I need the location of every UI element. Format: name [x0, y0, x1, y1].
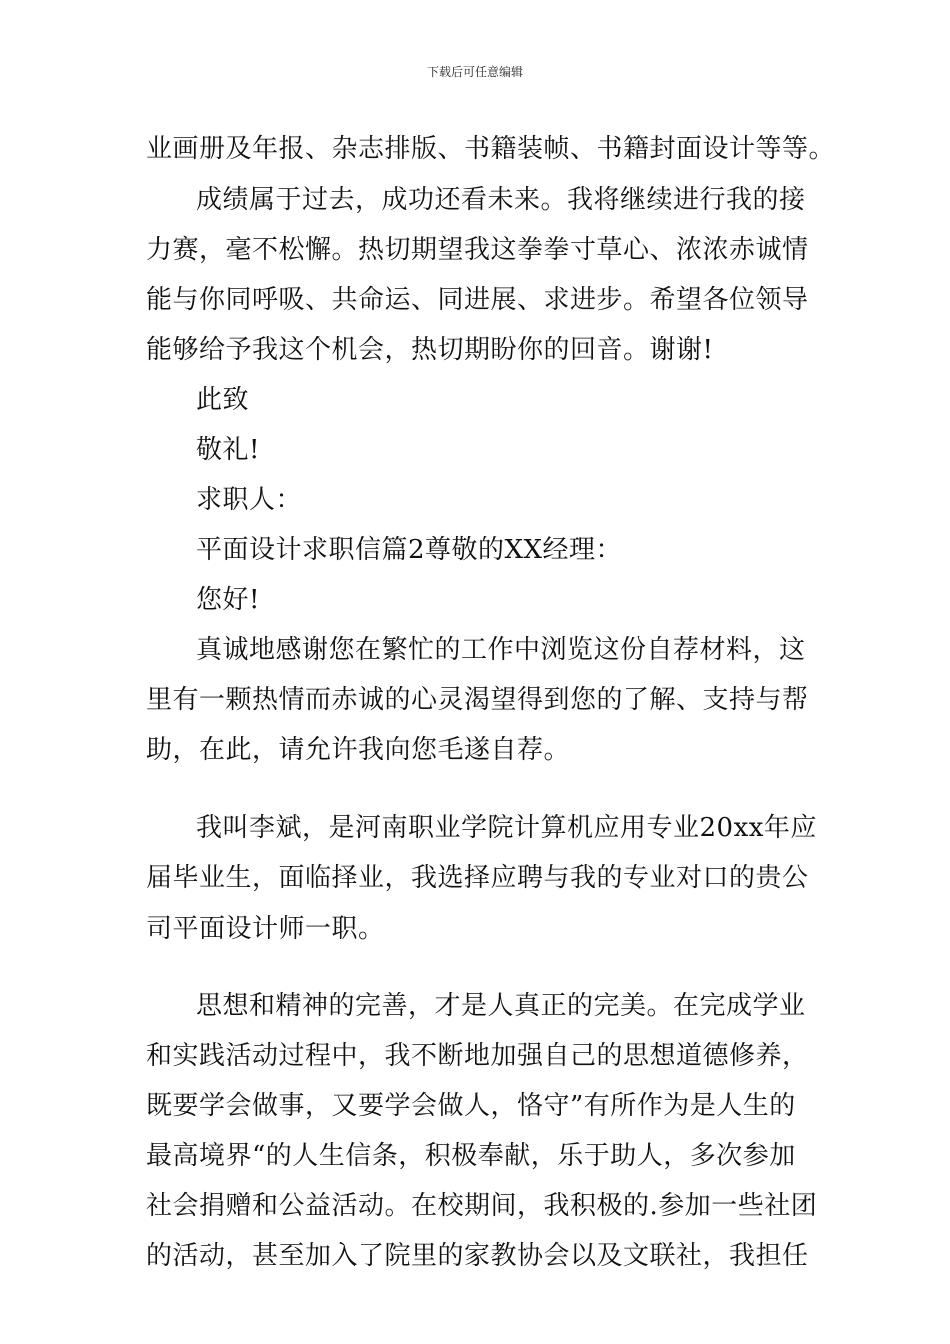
- text-line: 司平面设计师一职。: [146, 914, 385, 944]
- text-line: 里有一颗热情而赤诚的心灵渴望得到您的了解、支持与帮: [146, 685, 809, 715]
- text-line: 的活动，甚至加入了院里的家教协会以及文联社，我担任: [146, 1241, 809, 1271]
- text-line: 能与你同呼吸、共命运、同进展、求进步。希望各位领导: [146, 285, 809, 315]
- text-line: 您好!: [196, 585, 260, 615]
- text-line: 助，在此，请允许我向您毛遂自荐。: [146, 735, 571, 765]
- text-line: 成绩属于过去，成功还看未来。我将继续进行我的接: [196, 185, 806, 215]
- text-line: 既要学会做事，又要学会做人，恪守”有所作为是人生的: [146, 1091, 796, 1121]
- text-line: 思想和精神的完善，才是人真正的完美。在完成学业: [196, 991, 806, 1021]
- text-line: 届毕业生，面临择业，我选择应聘与我的专业对口的贵公: [146, 863, 809, 893]
- text-line: 社会捐赠和公益活动。在校期间，我积极的.参加一些社团: [146, 1191, 818, 1221]
- text-line: 最高境界“的人生信条，积极奉献，乐于助人，多次参加: [146, 1141, 796, 1171]
- text-line: 求职人：: [196, 485, 303, 515]
- text-line: 此致: [196, 385, 250, 415]
- text-line: 能够给予我这个机会，热切期盼你的回音。谢谢!: [146, 335, 714, 365]
- text-line: 力赛，毫不松懈。热切期望我这拳拳寸草心、浓浓赤诚情: [146, 235, 809, 265]
- text-line: 真诚地感谢您在繁忙的工作中浏览这份自荐材料，这: [196, 635, 806, 665]
- text-line: 和实践活动过程中，我不断地加强自己的思想道德修养，: [146, 1041, 809, 1071]
- text-line: 业画册及年报、杂志排版、书籍装帧、书籍封面设计等等。: [146, 134, 836, 164]
- page-header: 下载后可任意编辑: [426, 65, 523, 79]
- text-line: 平面设计求职信篇2尊敬的XX经理：: [196, 535, 623, 565]
- text-line: 我叫李斌，是河南职业学院计算机应用专业20xx年应: [196, 813, 817, 843]
- text-line: 敬礼!: [196, 435, 260, 465]
